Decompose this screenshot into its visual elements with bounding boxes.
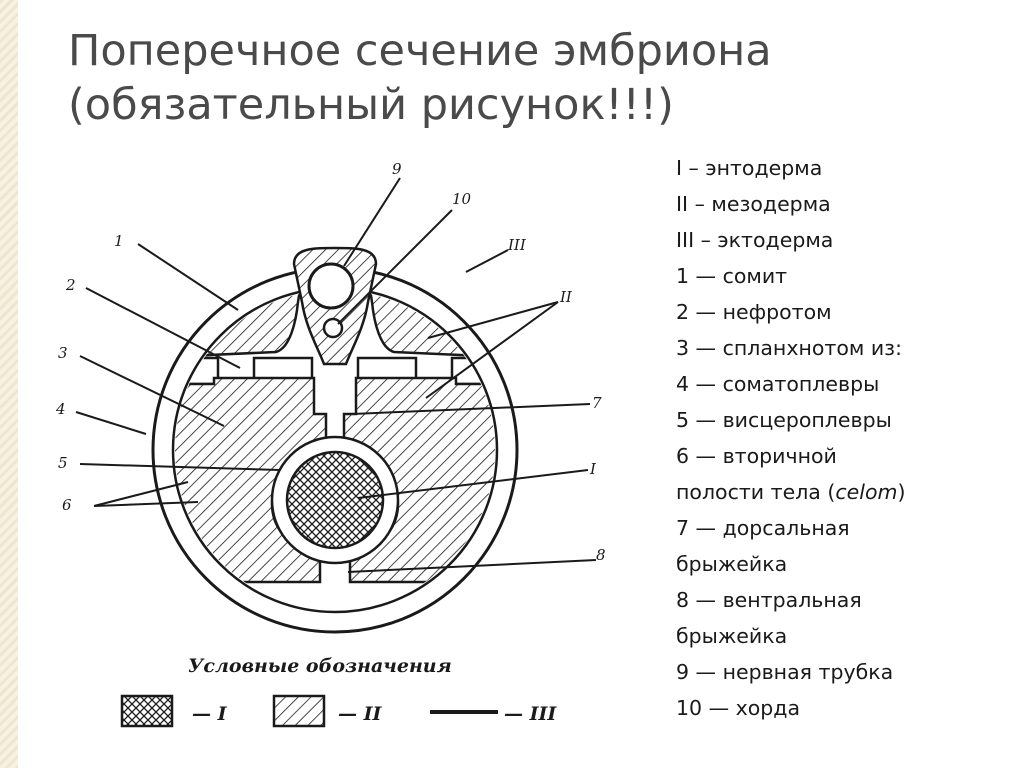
callout-label-III: III [508,236,526,254]
callout-line-4 [76,412,146,434]
callout-label-1: 1 [114,232,124,250]
legend-text: полости тела ( [676,480,836,504]
callout-label-2: 2 [66,276,76,294]
title-line-2: (обязательный рисунок!!!) [68,80,674,130]
key-swatch-endoderm [122,696,172,726]
key-swatch-mesoderm [274,696,324,726]
key-label-II: — II [338,703,382,725]
endoderm-gut [287,452,383,548]
callout-label-6: 6 [62,496,72,514]
legend-item: 3 — спланхнотом из: [676,336,902,360]
legend-item: 4 — соматоплевры [676,372,880,396]
legend-item: 2 — нефротом [676,300,832,324]
callout-label-9: 9 [392,160,402,178]
legend-item: 6 — вторичной [676,444,837,468]
callout-line-III [466,250,508,272]
legend-item: 8 — вентральная [676,588,862,612]
callout-label-I: I [590,460,596,478]
legend-item: II – мезодерма [676,192,831,216]
neural-tube [309,264,353,308]
legend-item: брыжейка [676,552,788,576]
legend-text: ) [897,480,906,504]
legend-item: 1 — сомит [676,264,788,288]
callout-label-8: 8 [596,546,606,564]
legend-item: 9 — нервная трубка [676,660,894,684]
embryo-diagram [28,152,640,744]
title-line-1: Поперечное сечение эмбриона [68,26,772,76]
callout-label-II: II [560,288,572,306]
legend-item: 10 — хорда [676,696,801,720]
legend-item: брыжейка [676,624,788,648]
legend-item [676,474,1006,510]
legend-item: 7 — дорсальная [676,516,850,540]
legend-list [676,150,1006,726]
legend-item: III – эктодерма [676,228,834,252]
callout-label-4: 4 [56,400,66,418]
embryo-cross-section-figure [28,152,640,744]
callout-label-7: 7 [592,394,602,412]
legend-item: 5 — висцероплевры [676,408,892,432]
legend-term-celom: celom [835,480,898,504]
slide-title [68,24,968,132]
callout-label-3: 3 [58,344,68,362]
key-label-I: — I [192,703,227,725]
key-title: Условные обозначения [188,655,452,677]
legend-item: I – энтодерма [676,156,823,180]
key-label-III: — III [504,703,557,725]
callout-line-1 [138,244,238,310]
callout-label-10: 10 [452,190,472,208]
callout-label-5: 5 [58,454,68,472]
